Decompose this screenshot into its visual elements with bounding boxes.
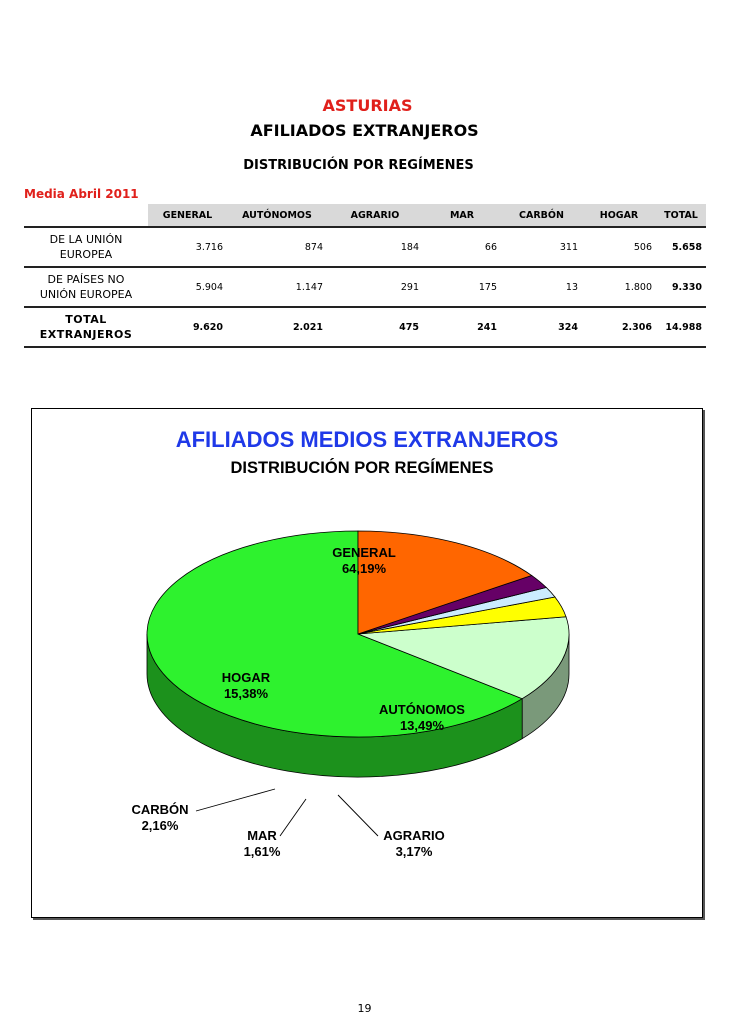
column-header: CARBÓN [501, 204, 582, 227]
table-cell: 874 [227, 227, 327, 267]
slice-label-hogar: HOGAR [221, 670, 271, 685]
table-cell: 2.021 [227, 307, 327, 347]
column-header: HOGAR [582, 204, 656, 227]
table-cell: 2.306 [582, 307, 656, 347]
column-header: GENERAL [148, 204, 227, 227]
pie-chart [32, 409, 702, 917]
slice-label-autónomos: AUTÓNOMOS [379, 702, 465, 717]
table-row-total [24, 307, 706, 347]
table-header-row [24, 204, 706, 227]
page-title: AFILIADOS EXTRANJEROS [250, 121, 479, 140]
slice-label-carbón: CARBÓN [131, 802, 189, 817]
slice-label-general: GENERAL [332, 545, 396, 560]
row-label: DE PAÍSES NO UNIÓN EUROPEA [24, 267, 148, 307]
table-cell: 13 [501, 267, 582, 307]
table-cell: 9.620 [148, 307, 227, 347]
column-header: MAR [423, 204, 501, 227]
region-title: ASTURIAS [322, 96, 413, 115]
table-cell-total: 9.330 [656, 267, 706, 307]
slice-percent-autónomos: 13,49% [399, 718, 445, 733]
table-cell: 5.904 [148, 267, 227, 307]
table-cell: 475 [327, 307, 423, 347]
slice-percent-hogar: 15,38% [223, 686, 269, 701]
table-cell: 184 [327, 227, 423, 267]
label-leader-carbón [196, 789, 275, 811]
chart-frame [31, 408, 703, 918]
table-cell: 3.716 [148, 227, 227, 267]
slice-percent-general: 64,19% [341, 561, 387, 576]
column-header: AGRARIO [327, 204, 423, 227]
period-label: Media Abril 2011 [24, 187, 139, 201]
slice-percent-mar: 1,61% [243, 844, 281, 859]
slice-percent-carbón: 2,16% [141, 818, 179, 833]
table-cell: 175 [423, 267, 501, 307]
row-label: TOTAL EXTRANJEROS [24, 307, 148, 347]
slice-percent-agrario: 3,17% [395, 844, 433, 859]
page-number: 19 [357, 1002, 372, 1015]
table-cell-total: 14.988 [656, 307, 706, 347]
label-leader-mar [280, 799, 306, 836]
chart-subtitle: DISTRIBUCIÓN POR REGÍMENES [230, 459, 494, 477]
regimes-table [24, 204, 706, 348]
table-cell: 291 [327, 267, 423, 307]
table-row [24, 227, 706, 267]
table-cell: 311 [501, 227, 582, 267]
header-blank-cell [24, 204, 148, 227]
label-leader-agrario [338, 795, 378, 836]
slice-label-agrario: AGRARIO [383, 828, 445, 843]
table-cell: 1.800 [582, 267, 656, 307]
table-cell: 1.147 [227, 267, 327, 307]
table-cell-total: 5.658 [656, 227, 706, 267]
table-cell: 506 [582, 227, 656, 267]
table-row [24, 267, 706, 307]
table-cell: 241 [423, 307, 501, 347]
row-label: DE LA UNIÓN EUROPEA [24, 227, 148, 267]
table-cell: 324 [501, 307, 582, 347]
slice-label-mar: MAR [247, 828, 277, 843]
chart-title: AFILIADOS MEDIOS EXTRANJEROS [175, 427, 559, 452]
table-cell: 66 [423, 227, 501, 267]
column-header: AUTÓNOMOS [227, 204, 327, 227]
column-header: TOTAL [656, 204, 706, 227]
page-subtitle: DISTRIBUCIÓN POR REGÍMENES [243, 158, 474, 173]
